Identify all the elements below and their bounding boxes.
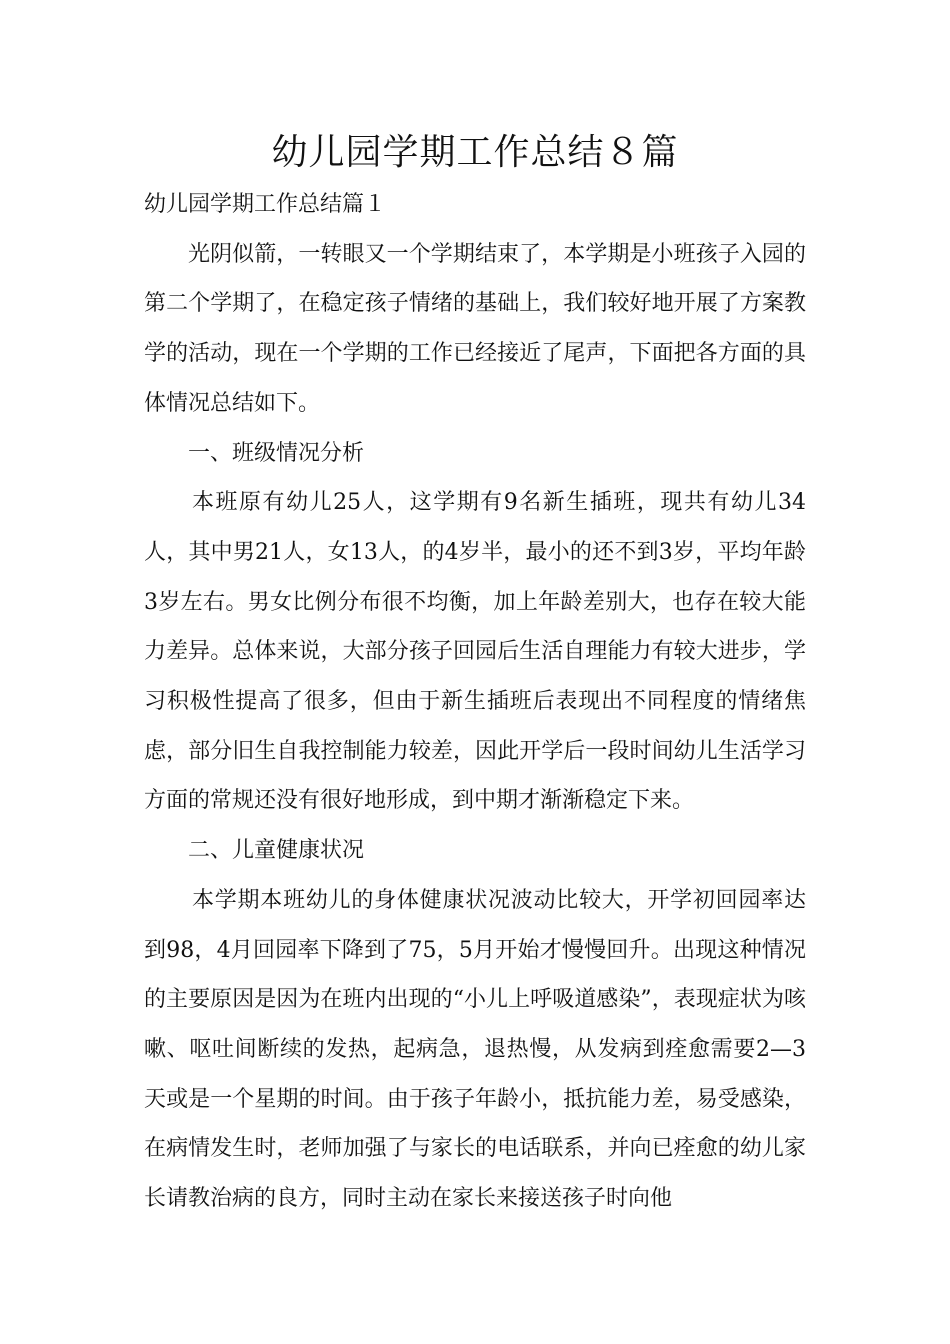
section-heading-health: 二、儿童健康状况 bbox=[188, 838, 365, 864]
paragraph-class-analysis: 本班原有幼儿25人，这学期有9名新生插班，现共有幼儿34人，其中男21人，女13人，的4岁半，最小的还不到3岁，平均年龄3岁左右。男女比例分布很不均衡，加上年龄差别大，也存在较大能力差异。总体来说，大部分孩子回园后生活自理能力有较大进步，学习积极性提高了很多，但由于新生插班后表现出不同程度的情绪焦虑，部分旧生自我控制能力较差，因此开学后一段时间幼儿生活学习方面的常规还没有很好地形成，到中期才渐渐稳定下来。 bbox=[144, 490, 806, 814]
document-body bbox=[144, 180, 806, 1224]
section-subtitle: 幼儿园学期工作总结篇１ bbox=[144, 192, 387, 217]
section-heading-class-analysis: 一、班级情况分析 bbox=[188, 440, 365, 466]
document-title: 幼儿园学期工作总结８篇 bbox=[271, 132, 679, 173]
paragraph-health: 本学期本班幼儿的身体健康状况波动比较大，开学初回园率达到98，4月回园率下降到了75，5月开始才慢慢回升。出现这种情况的主要原因是因为在班内出现的“小儿上呼吸道感染”，表现症状为咳嗽、呕吐间断续的发热，起病急，退热慢，从发病到痊愈需要2—3天或是一个星期的时间。由于孩子年龄小，抵抗能力差，易受感染，在病情发生时，老师加强了与家长的电话联系，并向已痊愈的幼儿家长请教治病的良方，同时主动在家长来接送孩子时向他 bbox=[144, 887, 806, 1212]
paragraph-intro: 光阴似箭，一转眼又一个学期结束了，本学期是小班孩子入园的第二个学期了，在稳定孩子情绪的基础上，我们较好地开展了方案教学的活动，现在一个学期的工作已经接近了尾声，下面把各方面的具体情况总结如下。 bbox=[144, 241, 806, 416]
